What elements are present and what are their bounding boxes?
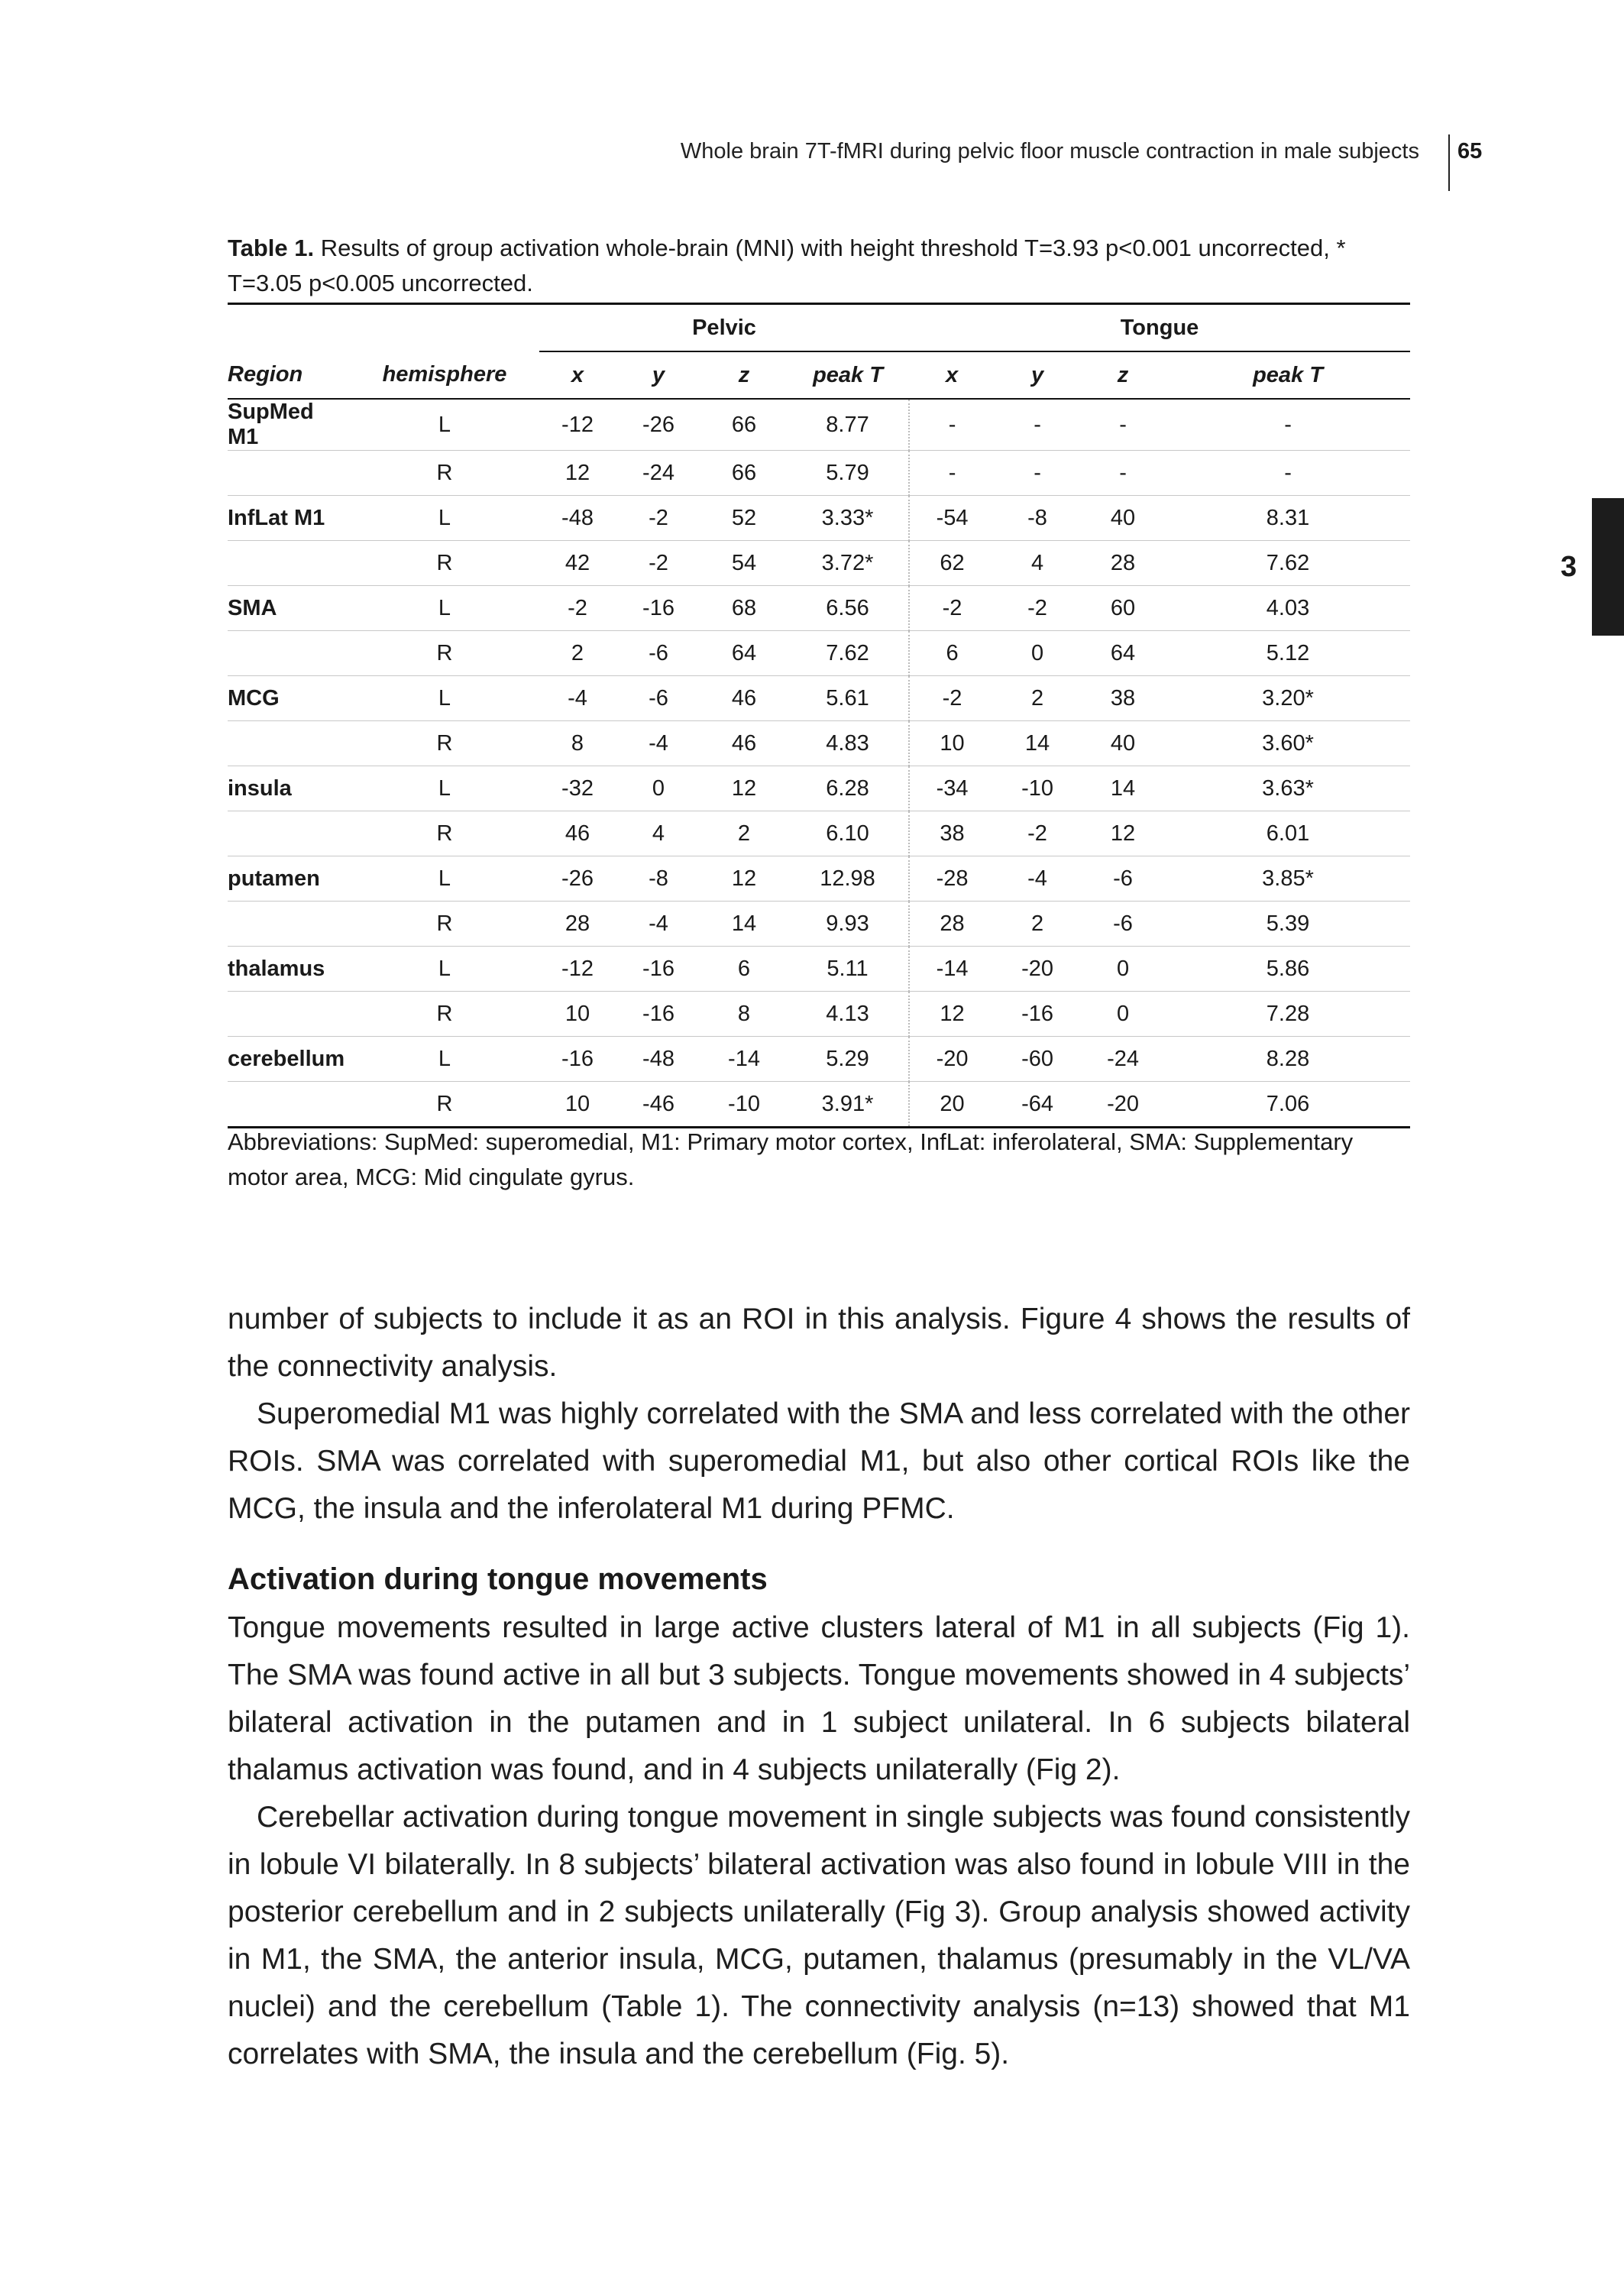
cell-pelvic-peak-t: 3.33* [787,496,909,541]
cell-region [228,721,350,766]
cell-tongue-y: 4 [995,541,1080,586]
cell-region [228,541,350,586]
table-row [228,399,1410,451]
results-table [228,303,1410,1128]
table-caption-text: Results of group activation whole-brain (MNI) with height threshold T=3.93 p<0.001 uncorrected, * T=3.05 p<0.005 uncorrected. [228,235,1346,296]
cell-tongue-y: -10 [995,766,1080,811]
cell-tongue-x: -2 [909,676,995,721]
cell-tongue-peak-t: - [1166,399,1410,451]
group-header-tongue: Tongue [909,304,1410,352]
body-text-upper [228,1296,1410,1533]
chapter-number: 3 [1561,551,1577,583]
cell-pelvic-z: 66 [701,451,787,496]
cell-tongue-peak-t: 5.12 [1166,631,1410,676]
paragraph: Superomedial M1 was highly correlated with the SMA and less correlated with the other ROIs. SMA was correlated with superomedial M1, but also other cortical ROIs like the MCG, the insula and the inferolateral M1 during PFMC. [228,1397,1410,1525]
cell-hemisphere: R [350,811,539,856]
cell-pelvic-x: -4 [539,676,616,721]
cell-region: cerebellum [228,1037,350,1082]
cell-pelvic-x: 8 [539,721,616,766]
cell-tongue-x: -28 [909,856,995,902]
cell-hemisphere: L [350,496,539,541]
cell-pelvic-peak-t: 8.77 [787,399,909,451]
table-row [228,1082,1410,1128]
table-row [228,676,1410,721]
table-caption-label: Table 1. [228,235,315,261]
cell-pelvic-z: 68 [701,586,787,631]
cell-tongue-y: -8 [995,496,1080,541]
table-row [228,631,1410,676]
cell-pelvic-y: -16 [616,586,701,631]
cell-pelvic-peak-t: 6.10 [787,811,909,856]
column-header-tongue-z: z [1080,351,1166,399]
cell-tongue-z: 60 [1080,586,1166,631]
cell-pelvic-peak-t: 4.13 [787,992,909,1037]
cell-tongue-y: -16 [995,992,1080,1037]
cell-tongue-x: 28 [909,902,995,947]
cell-tongue-x: 62 [909,541,995,586]
cell-pelvic-peak-t: 6.56 [787,586,909,631]
body-text-lower [228,1604,1410,2078]
cell-pelvic-z: -10 [701,1082,787,1128]
cell-pelvic-y: -46 [616,1082,701,1128]
cell-pelvic-peak-t: 5.79 [787,451,909,496]
cell-pelvic-x: 10 [539,1082,616,1128]
cell-pelvic-y: 0 [616,766,701,811]
cell-tongue-x: -2 [909,586,995,631]
cell-tongue-z: 64 [1080,631,1166,676]
table-row [228,992,1410,1037]
cell-tongue-x: -14 [909,947,995,992]
table-header-blank [228,304,539,352]
cell-pelvic-y: -6 [616,676,701,721]
table-row [228,541,1410,586]
cell-hemisphere: R [350,631,539,676]
cell-tongue-x: - [909,451,995,496]
cell-tongue-y: -20 [995,947,1080,992]
page-number: 65 [1457,139,1483,163]
cell-region [228,992,350,1037]
column-header-tongue-y: y [995,351,1080,399]
cell-pelvic-peak-t: 5.29 [787,1037,909,1082]
column-header-pelvic-y: y [616,351,701,399]
table-row [228,856,1410,902]
column-header-region: Region [228,351,350,399]
cell-tongue-y: - [995,399,1080,451]
cell-pelvic-y: -26 [616,399,701,451]
cell-tongue-peak-t: - [1166,451,1410,496]
cell-tongue-x: 20 [909,1082,995,1128]
cell-tongue-z: 0 [1080,992,1166,1037]
cell-pelvic-z: 66 [701,399,787,451]
cell-tongue-y: 0 [995,631,1080,676]
cell-tongue-x: - [909,399,995,451]
cell-pelvic-x: 2 [539,631,616,676]
cell-hemisphere: L [350,676,539,721]
cell-region: InfLat M1 [228,496,350,541]
cell-tongue-peak-t: 7.28 [1166,992,1410,1037]
cell-hemisphere: R [350,541,539,586]
cell-tongue-y: 2 [995,676,1080,721]
cell-pelvic-y: -24 [616,451,701,496]
column-header-hemisphere: hemisphere [350,351,539,399]
cell-tongue-z: 38 [1080,676,1166,721]
cell-tongue-z: -6 [1080,856,1166,902]
cell-tongue-z: -6 [1080,902,1166,947]
cell-tongue-x: 38 [909,811,995,856]
cell-pelvic-y: -4 [616,902,701,947]
column-header-pelvic-peak-t: peak T [787,351,909,399]
cell-pelvic-y: -4 [616,721,701,766]
cell-pelvic-peak-t: 6.28 [787,766,909,811]
cell-pelvic-z: 64 [701,631,787,676]
table-column-header-row [228,351,1410,399]
cell-pelvic-x: -32 [539,766,616,811]
cell-pelvic-z: 46 [701,676,787,721]
cell-pelvic-x: 10 [539,992,616,1037]
cell-tongue-z: - [1080,451,1166,496]
cell-region [228,811,350,856]
cell-pelvic-y: -2 [616,496,701,541]
cell-hemisphere: L [350,947,539,992]
table-row [228,451,1410,496]
table-row [228,947,1410,992]
cell-hemisphere: R [350,902,539,947]
cell-region: MCG [228,676,350,721]
cell-pelvic-peak-t: 5.61 [787,676,909,721]
cell-pelvic-y: -48 [616,1037,701,1082]
running-title: Whole brain 7T-fMRI during pelvic floor muscle contraction in male subjects [681,134,1450,191]
cell-pelvic-peak-t: 3.72* [787,541,909,586]
cell-tongue-peak-t: 3.63* [1166,766,1410,811]
column-header-pelvic-x: x [539,351,616,399]
cell-tongue-peak-t: 7.06 [1166,1082,1410,1128]
cell-pelvic-y: 4 [616,811,701,856]
table-row [228,1037,1410,1082]
table-row [228,766,1410,811]
cell-tongue-peak-t: 3.85* [1166,856,1410,902]
cell-tongue-y: 2 [995,902,1080,947]
cell-tongue-z: - [1080,399,1166,451]
cell-pelvic-z: 12 [701,766,787,811]
cell-pelvic-z: 54 [701,541,787,586]
cell-hemisphere: R [350,1082,539,1128]
cell-pelvic-z: 46 [701,721,787,766]
cell-pelvic-peak-t: 12.98 [787,856,909,902]
cell-tongue-z: -20 [1080,1082,1166,1128]
cell-pelvic-peak-t: 7.62 [787,631,909,676]
cell-pelvic-x: -12 [539,947,616,992]
cell-hemisphere: R [350,992,539,1037]
table-caption [228,231,1410,301]
cell-pelvic-z: 12 [701,856,787,902]
cell-region: insula [228,766,350,811]
cell-hemisphere: L [350,766,539,811]
group-header-pelvic: Pelvic [539,304,909,352]
table-row [228,721,1410,766]
cell-tongue-z: 12 [1080,811,1166,856]
cell-tongue-z: 0 [1080,947,1166,992]
cell-pelvic-z: 14 [701,902,787,947]
cell-pelvic-peak-t: 5.11 [787,947,909,992]
cell-tongue-x: 10 [909,721,995,766]
cell-pelvic-z: 2 [701,811,787,856]
cell-pelvic-y: -8 [616,856,701,902]
cell-tongue-x: 12 [909,992,995,1037]
cell-pelvic-peak-t: 9.93 [787,902,909,947]
table-row [228,586,1410,631]
cell-hemisphere: L [350,399,539,451]
cell-pelvic-peak-t: 3.91* [787,1082,909,1128]
paragraph: Cerebellar activation during tongue movement in single subjects was found consistently in lobule VI bilaterally. In 8 subjects’ bilateral activation was also found in lobule VIII in the posterior cerebellum and in 2 subjects unilaterally (Fig 3). Group analysis showed activity in M1, the SMA, the anterior insula, MCG, putamen, thalamus (presumably in the VL/VA nuclei) and the cerebellum (Table 1). The connectivity analysis (n=13) showed that M1 correlates with SMA, the insula and the cerebellum (Fig. 5). [228,1801,1410,2070]
cell-pelvic-x: -12 [539,399,616,451]
paragraph: number of subjects to include it as an ROI in this analysis. Figure 4 shows the results of the connectivity analysis. [228,1303,1410,1383]
cell-tongue-y: -64 [995,1082,1080,1128]
chapter-tab-marker [1592,498,1624,636]
cell-pelvic-y: -6 [616,631,701,676]
cell-region [228,631,350,676]
cell-hemisphere: L [350,586,539,631]
cell-tongue-peak-t: 3.60* [1166,721,1410,766]
cell-tongue-z: 14 [1080,766,1166,811]
cell-tongue-z: 28 [1080,541,1166,586]
cell-region [228,902,350,947]
cell-tongue-peak-t: 6.01 [1166,811,1410,856]
cell-pelvic-x: 42 [539,541,616,586]
cell-pelvic-x: 46 [539,811,616,856]
cell-pelvic-z: 52 [701,496,787,541]
cell-tongue-y: - [995,451,1080,496]
table-group-header-row [228,304,1410,352]
table-abbreviations: Abbreviations: SupMed: superomedial, M1: Primary motor cortex, InfLat: inferolateral, SMA: Supplementary motor area, MCG: Mid cingulate gyrus. [228,1128,1354,1190]
cell-pelvic-peak-t: 4.83 [787,721,909,766]
cell-tongue-peak-t: 8.31 [1166,496,1410,541]
cell-region: SMA [228,586,350,631]
cell-pelvic-x: -26 [539,856,616,902]
cell-hemisphere: L [350,856,539,902]
cell-pelvic-y: -16 [616,992,701,1037]
cell-hemisphere: R [350,721,539,766]
cell-pelvic-x: 28 [539,902,616,947]
cell-hemisphere: R [350,451,539,496]
cell-region: SupMed M1 [228,399,350,451]
column-header-pelvic-z: z [701,351,787,399]
cell-tongue-y: -4 [995,856,1080,902]
cell-region: thalamus [228,947,350,992]
cell-tongue-y: -2 [995,811,1080,856]
cell-tongue-x: -20 [909,1037,995,1082]
cell-pelvic-x: -48 [539,496,616,541]
column-header-tongue-x: x [909,351,995,399]
cell-tongue-peak-t: 4.03 [1166,586,1410,631]
cell-tongue-peak-t: 8.28 [1166,1037,1410,1082]
cell-tongue-peak-t: 3.20* [1166,676,1410,721]
cell-pelvic-x: -2 [539,586,616,631]
cell-tongue-y: -2 [995,586,1080,631]
cell-pelvic-z: -14 [701,1037,787,1082]
cell-pelvic-y: -16 [616,947,701,992]
cell-region: putamen [228,856,350,902]
cell-tongue-peak-t: 5.86 [1166,947,1410,992]
table-body [228,399,1410,1128]
cell-pelvic-z: 8 [701,992,787,1037]
cell-region [228,1082,350,1128]
cell-tongue-x: -34 [909,766,995,811]
cell-tongue-x: -54 [909,496,995,541]
cell-tongue-y: -60 [995,1037,1080,1082]
cell-pelvic-x: -16 [539,1037,616,1082]
cell-pelvic-y: -2 [616,541,701,586]
table-row [228,496,1410,541]
cell-tongue-z: 40 [1080,721,1166,766]
cell-tongue-peak-t: 5.39 [1166,902,1410,947]
table-row [228,902,1410,947]
section-heading: Activation during tongue movements [228,1562,768,1596]
column-header-tongue-peak-t: peak T [1166,351,1410,399]
cell-tongue-y: 14 [995,721,1080,766]
cell-tongue-peak-t: 7.62 [1166,541,1410,586]
cell-pelvic-x: 12 [539,451,616,496]
cell-region [228,451,350,496]
cell-hemisphere: L [350,1037,539,1082]
cell-tongue-z: -24 [1080,1037,1166,1082]
table-row [228,811,1410,856]
paragraph: Tongue movements resulted in large active clusters lateral of M1 in all subjects (Fig 1). The SMA was found active in all but 3 subjects. Tongue movements showed in 4 subjects’ bilateral activation in the putamen and in 1 subject unilateral. In 6 subjects bilateral thalamus activation was found, and in 4 subjects unilaterally (Fig 2). [228,1611,1410,1786]
cell-tongue-z: 40 [1080,496,1166,541]
cell-tongue-x: 6 [909,631,995,676]
cell-pelvic-z: 6 [701,947,787,992]
